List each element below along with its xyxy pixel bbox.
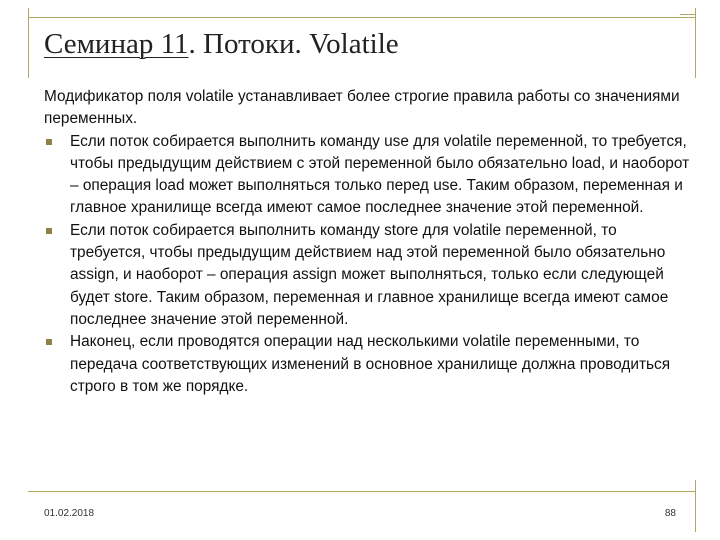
square-bullet-icon xyxy=(46,139,52,145)
bullet-list xyxy=(44,131,694,399)
bullet-item xyxy=(44,220,694,331)
intro-paragraph: Модификатор поля volatile устанавливает более строгие правила работы со значениями переменных. xyxy=(44,88,680,128)
bullet-text: Если поток собирается выполнить команду store для volatile переменной, то требуется, чтобы предыдущим действием над этой переменной было обязательно assign, и наоборот – операция assign может выполняться, только если следующей будет store. Таким образом, переменная и главное хранилище всегда имеют самое последнее значение этой переменной. xyxy=(70,221,669,328)
slide-body xyxy=(44,86,694,398)
footer-date: 01.02.2018 xyxy=(44,508,95,519)
bullet-text: Если поток собирается выполнить команду use для volatile переменной, то требуется, чтобы предыдущим действием с этой переменной было обязательно load, и наоборот – операция load может выполняться только перед use. Таким образом, переменная и главное хранилище всегда имеют самое последнее значение этой переменной. xyxy=(70,132,690,217)
bullet-text: Наконец, если проводятся операции над несколькими volatile переменными, то передача соответствующих изменений в основное хранилище должна проводиться строго в том же порядке. xyxy=(70,333,671,395)
frame-bottom-right-line xyxy=(695,480,696,532)
square-bullet-icon xyxy=(46,339,52,345)
slide-title-topic: . Потоки. Volatile xyxy=(188,28,399,60)
footer-page-number: 88 xyxy=(664,508,676,519)
slide-title-seminar: Семинар 11 xyxy=(44,28,189,60)
frame-left-line xyxy=(28,8,29,78)
frame-corner-tick xyxy=(680,14,696,15)
bullet-item xyxy=(44,331,694,398)
frame-bottom-line xyxy=(28,491,696,492)
frame-top-line xyxy=(28,17,696,18)
bullet-item xyxy=(44,131,694,220)
slide-title xyxy=(44,24,399,64)
square-bullet-icon xyxy=(46,228,52,234)
frame-right-line xyxy=(695,8,696,78)
